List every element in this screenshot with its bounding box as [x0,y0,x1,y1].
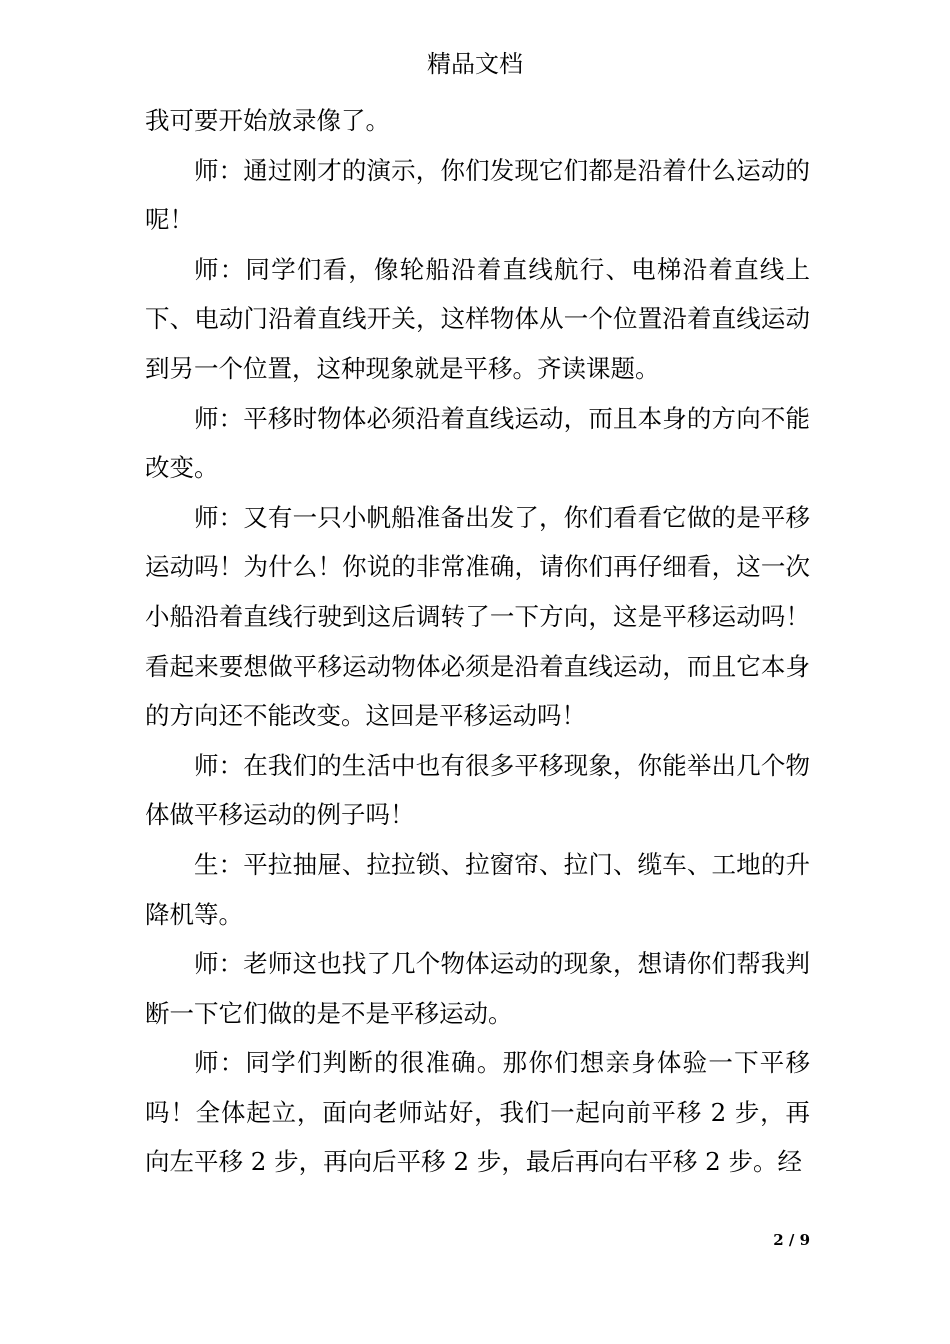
paragraph-1: 我可要开始放录像了。 [145,106,390,135]
page-header-title: 精品文档 [427,50,523,78]
paragraph-4: 师：平移时物体必须沿着直线运动，而且本身的方向不能改变。 [145,403,810,483]
document-body [145,96,810,1187]
paragraph-2: 师：通过刚才的演示，你们发现它们都是沿着什么运动的呢！ [145,155,810,235]
paragraph-9: 师：同学们判断的很准确。那你们想亲身体验一下平移吗！全体起立，面向老师站好，我们一起向前平移 2 步，再向左平移 2 步，再向后平移 2 步，最后再向右平移 2 步。经 [145,1048,810,1177]
paragraph-7: 生：平拉抽屉、拉拉锁、拉窗帘、拉门、缆车、工地的升降机等。 [145,849,810,929]
page-number: 2 / 9 [773,1231,810,1249]
paragraph-6: 师：在我们的生活中也有很多平移现象，你能举出几个物体做平移运动的例子吗！ [145,750,810,830]
paragraph-8: 师：老师这也找了几个物体运动的现象，想请你们帮我判断一下它们做的是不是平移运动。 [145,949,810,1028]
paragraph-3: 师：同学们看，像轮船沿着直线航行、电梯沿着直线上下、电动门沿着直线开关，这样物体从一个位置沿着直线运动到另一个位置，这种现象就是平移。齐读课题。 [145,254,810,383]
paragraph-5: 师：又有一只小帆船准备出发了，你们看看它做的是平移运动吗！为什么！你说的非常准确，请你们再仔细看，这一次小船沿着直线行驶到这后调转了一下方向，这是平移运动吗！看起来要想做平移运动物体必须是沿着直线运动，而且它本身的方向还不能改变。这回是平移运动吗！ [145,502,810,731]
